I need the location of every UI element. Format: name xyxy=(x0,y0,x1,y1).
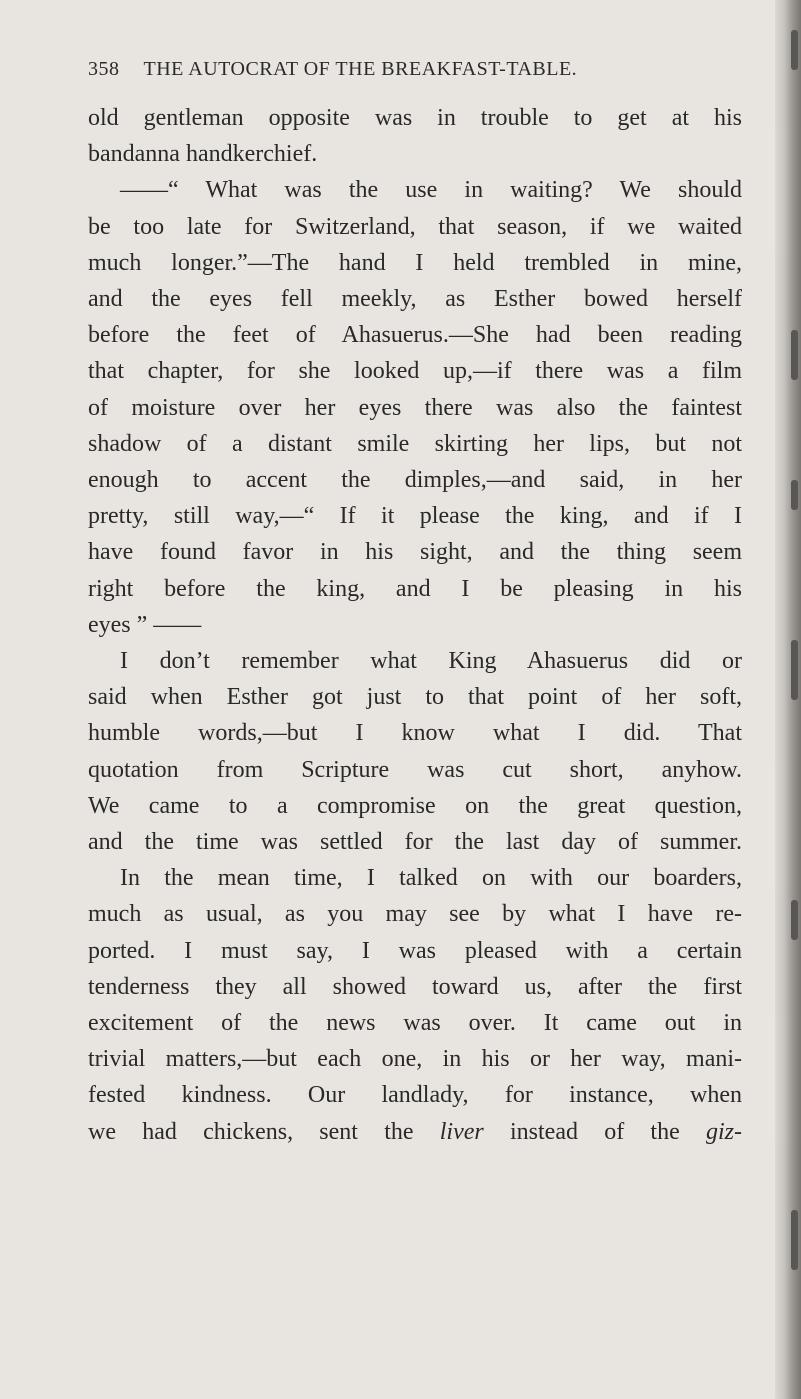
text-line: of moisture over her eyes there was also the faintest xyxy=(88,394,742,421)
text-line: In the mean time, I talked on with our boarders, xyxy=(120,865,742,892)
italic-word: liver xyxy=(439,1118,484,1145)
text-line: ——“ What was the use in waiting? We should xyxy=(120,177,742,204)
text-line: I don’t remember what King Ahasuerus did or xyxy=(120,648,742,675)
text-line: much longer.”—The hand I held trembled in mine, xyxy=(88,249,742,276)
text-line: fested kindness. Our landlady, for instance, when xyxy=(88,1082,742,1109)
text-line: have found favor in his sight, and the thing seem xyxy=(88,539,742,566)
text-line: said when Esther got just to that point of her soft, xyxy=(88,684,742,711)
edge-stain xyxy=(791,900,798,940)
edge-stain xyxy=(791,480,798,510)
text-line: and the eyes fell meekly, as Esther bowed herself xyxy=(88,286,742,313)
text-line: be too late for Switzerland, that season, if we waited xyxy=(88,213,742,240)
edge-stain xyxy=(791,30,798,70)
page-number: 358 xyxy=(88,58,120,80)
edge-stain xyxy=(791,1210,798,1270)
text-line: bandanna handkerchief. xyxy=(88,141,318,168)
running-title: THE AUTOCRAT OF THE BREAKFAST-TABLE. xyxy=(143,58,578,80)
text-line: We came to a compromise on the great question, xyxy=(88,792,742,819)
text-line: pretty, still way,—“ If it please the king, and if I xyxy=(88,503,742,530)
edge-stain xyxy=(791,640,798,700)
text-line: excitement of the news was over. It came out in xyxy=(88,1010,742,1037)
text-line: quotation from Scripture was cut short, anyhow. xyxy=(88,756,742,783)
text-line: tenderness they all showed toward us, after the first xyxy=(88,973,742,1000)
text-line: old gentleman opposite was in trouble to get at his xyxy=(88,105,742,131)
body-text xyxy=(88,100,742,1150)
text-line: that chapter, for she looked up,—if there was a film xyxy=(88,358,742,385)
text-line: trivial matters,—but each one, in his or her way, mani- xyxy=(88,1046,742,1073)
text-line: shadow of a distant smile skirting her lips, but not xyxy=(88,430,742,457)
edge-stain xyxy=(791,330,798,380)
running-header xyxy=(88,58,577,81)
page-edge-shadow xyxy=(775,0,801,1399)
text-line: much as usual, as you may see by what I have re- xyxy=(88,901,742,928)
text-line: humble words,—but I know what I did. That xyxy=(88,720,742,747)
text-fragment: we had chickens, sent the xyxy=(88,1118,440,1145)
text-line: right before the king, and I be pleasing in his xyxy=(88,575,742,602)
text-line: and the time was settled for the last day of summer. xyxy=(88,829,742,856)
text-line: eyes ” —— xyxy=(88,611,202,638)
text-line: before the feet of Ahasuerus.—She had been reading xyxy=(88,322,742,349)
text-line: ported. I must say, I was pleased with a certain xyxy=(88,937,742,964)
text-line-last xyxy=(88,1114,742,1150)
text-line: enough to accent the dimples,—and said, in her xyxy=(88,467,742,494)
italic-word: giz- xyxy=(706,1118,742,1145)
text-fragment: instead of the xyxy=(483,1118,706,1145)
